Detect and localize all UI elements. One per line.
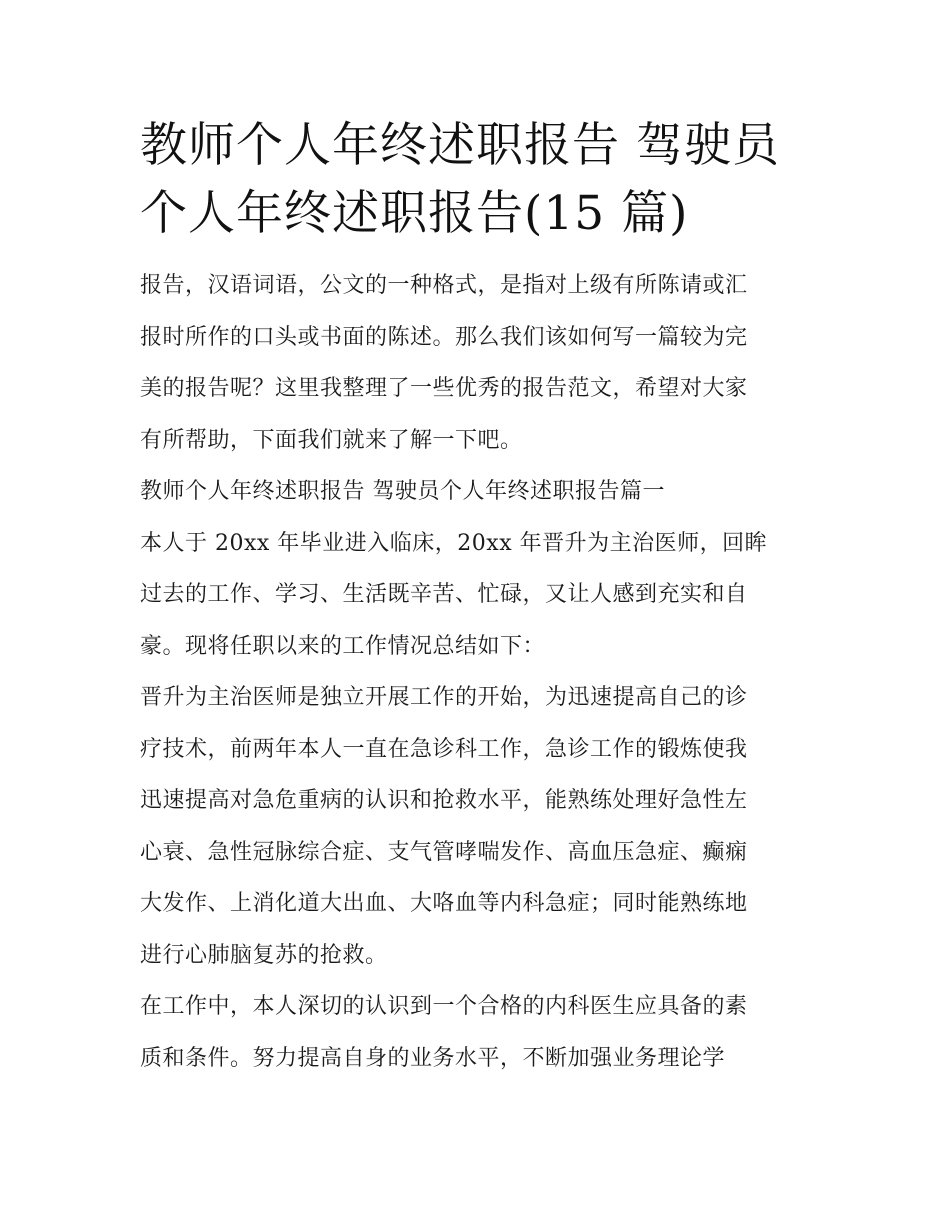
para3-line-2: 质和条件。努力提高自身的业务水平，不断加强业务理论学 bbox=[140, 1045, 726, 1071]
document-body bbox=[140, 260, 812, 1084]
paragraph-2 bbox=[140, 672, 812, 981]
para1-line-2: 过去的工作、学习、生活既辛苦、忙碌，又让人感到充实和自 bbox=[140, 582, 748, 607]
title-line-2: 个人年终述职报告(15 篇) bbox=[140, 186, 689, 241]
para1-line-1: 本人于 20xx 年毕业进入临床，20xx 年晋升为主治医师，回眸 bbox=[140, 530, 768, 556]
document-title bbox=[140, 112, 812, 248]
para2-line-6: 进行心肺脑复苏的抢救。 bbox=[140, 942, 388, 968]
section-heading: 教师个人年终述职报告 驾驶员个人年终述职报告篇一 bbox=[140, 479, 665, 504]
para1-line-3: 豪。现将任职以来的工作情况总结如下： bbox=[140, 633, 546, 659]
para3-line-1: 在工作中，本人深切的认识到一个合格的内科医生应具备的素 bbox=[140, 994, 748, 1019]
para2-line-2: 疗技术，前两年本人一直在急诊科工作，急诊工作的锻炼使我 bbox=[140, 736, 748, 762]
intro-line-4: 有所帮助，下面我们就来了解一下吧。 bbox=[140, 427, 523, 453]
paragraph-3 bbox=[140, 981, 812, 1084]
document-page bbox=[140, 112, 812, 1084]
para2-line-4: 心衰、急性冠脉综合症、支气管哮喘发作、高血压急症、癫痫 bbox=[140, 839, 748, 865]
para2-line-1: 晋升为主治医师是独立开展工作的开始，为迅速提高自己的诊 bbox=[140, 685, 748, 710]
intro-line-3: 美的报告呢？这里我整理了一些优秀的报告范文，希望对大家 bbox=[140, 376, 748, 401]
paragraph-1 bbox=[140, 518, 812, 673]
intro-paragraph bbox=[140, 260, 812, 466]
intro-line-1: 报告，汉语词语，公文的一种格式，是指对上级有所陈请或汇 bbox=[140, 273, 748, 298]
para2-line-5: 大发作、上消化道大出血、大咯血等内科急症；同时能熟练地 bbox=[140, 891, 748, 916]
title-line-1: 教师个人年终述职报告 驾驶员 bbox=[140, 118, 780, 173]
para2-line-3: 迅速提高对急危重病的认识和抢救水平，能熟练处理好急性左 bbox=[140, 788, 748, 813]
intro-line-2: 报时所作的口头或书面的陈述。那么我们该如何写一篇较为完 bbox=[140, 324, 748, 350]
